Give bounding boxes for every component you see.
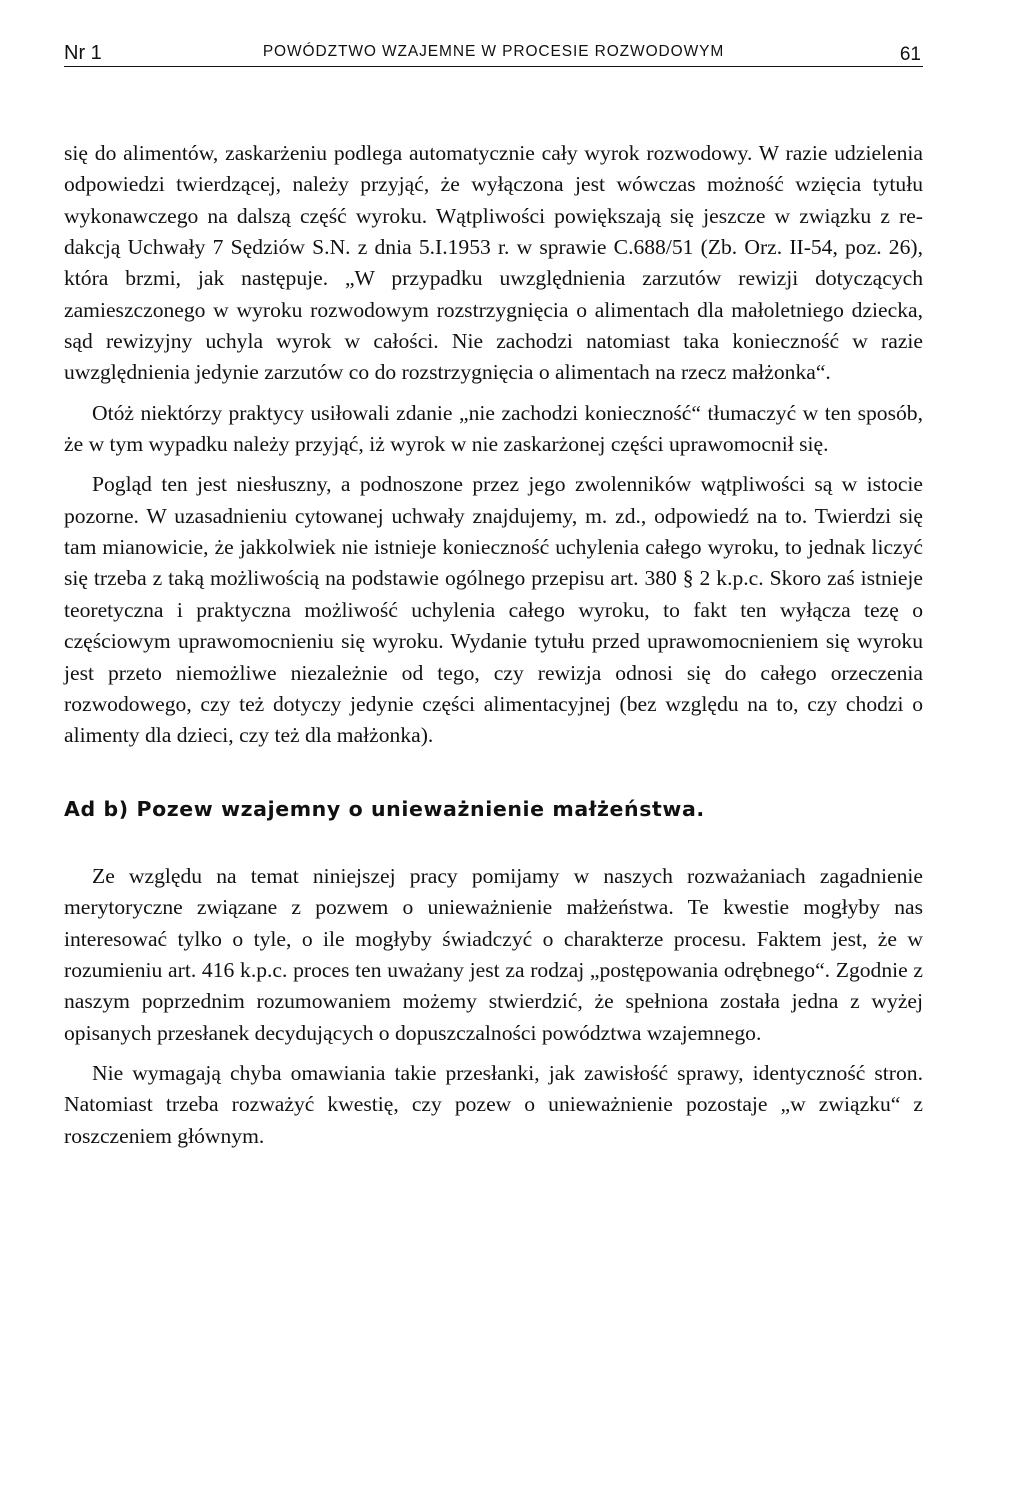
section-body xyxy=(64,861,923,1152)
section-paragraph-2: Nie wymagają chyba omawiania takie przesłanki, jak zawisłość sprawy, identyczność stron. Natomiast trzeba rozważyć kwestię, czy pozew o unieważnienie pozostaje „w związku“ z roszczeniem głównym. xyxy=(64,1060,923,1148)
section-paragraph-1: Ze względu na temat niniejszej pracy pomijamy w naszych rozważaniach zagadnienie merytoryczne związane z pozwem o unieważnienie małżeństwa. Te kwestie mogłyby nas interesować tylko o tyle, o ile mogłyby świadczyć o charakterze procesu. Faktem jest, że w rozumieniu art. 416 k.p.c. proces ten uważany jest za rodzaj „postępowania odrębnego“. Zgodnie z naszym poprzednim rozumowaniem możemy stwierdzić, że spełniona została jedna z wyżej opisanych przesłanek decydujących o dopuszczalności powództwa wzajemnego. xyxy=(64,863,923,1045)
page-number: 61 xyxy=(899,44,921,65)
paragraph-2: Otóż niektórzy praktycy usiłowali zdanie „nie zachodzi konieczność“ tłumaczyć w ten sposób, że w tym wypadku należy przyjąć, iż wyrok w nie zaskarżonej części uprawomocnił się. xyxy=(64,400,923,457)
paragraph-3: Pogląd ten jest niesłuszny, a podnoszone przez jego zwolenników wątpliwości są w istocie pozorne. W uzasadnieniu cytowanej uchwały znajdujemy, m. zd., odpowiedź na to. Twierdzi się tam mianowicie, że jakkolwiek nie istnieje konieczność uchylenia całego wyroku, to jednak liczyć się trzeba z taką możliwością na podstawie ogólnego przepisu art. 380 § 2 k.p.c. Skoro zaś istnieje teoretyczna i praktyczna możliwość uchylenia całego wyroku, to fakt ten wyłącza tezę o częściowym uprawomocnieniu się wyroku. Wydanie tytułu przed uprawomocnieniem się wyroku jest przeto niemożliwe niezależnie od tego, czy rewizja odnosi się do całego orzeczenia rozwodowego, czy też dotyczy jedynie części alimentacyjnej (bez względu na to, czy chodzi o alimenty dla dzieci, czy też dla małżonka). xyxy=(64,472,923,748)
issue-number: Nr 1 xyxy=(64,42,102,64)
running-title: POWÓDZTWO WZAJEMNE W PROCESIE ROZWODOWYM xyxy=(262,43,725,60)
section-heading: Ad b) Pozew wzajemny o unieważnienie małżeństwa. xyxy=(64,796,705,821)
running-header xyxy=(64,38,923,67)
paragraph-1: się do alimentów, zaskarżeniu podlega automatycznie cały wyrok rozwodowy. W razie udzielenia odpowiedzi twierdzącej, należy przyjąć, że wyłączona jest wówczas możność wzięcia tytułu wykonawczego na dalszą część wyroku. Wątpliwości powiększają się jeszcze w związku z redakcją Uchwały 7 Sędziów S.N. z dnia 5.I.1953 r. w sprawie C.688/51 (Zb. Orz. II-54, poz. 26), która brzmi, jak następuje. „W przypadku uwzględnienia zarzutów rewizji dotyczących zamieszczonego w wyroku rozwodowym rozstrzygnięcia o alimentach dla małoletniego dziecka, sąd rewizyjny uchyla wyrok w całości. Nie zachodzi natomiast taka konieczność w razie uwzględnienia jedynie zarzutów co do rozstrzygnięcia o alimentach na rzecz małżonka“. xyxy=(64,141,923,385)
document-page xyxy=(64,38,923,1152)
body-text xyxy=(64,138,923,1152)
